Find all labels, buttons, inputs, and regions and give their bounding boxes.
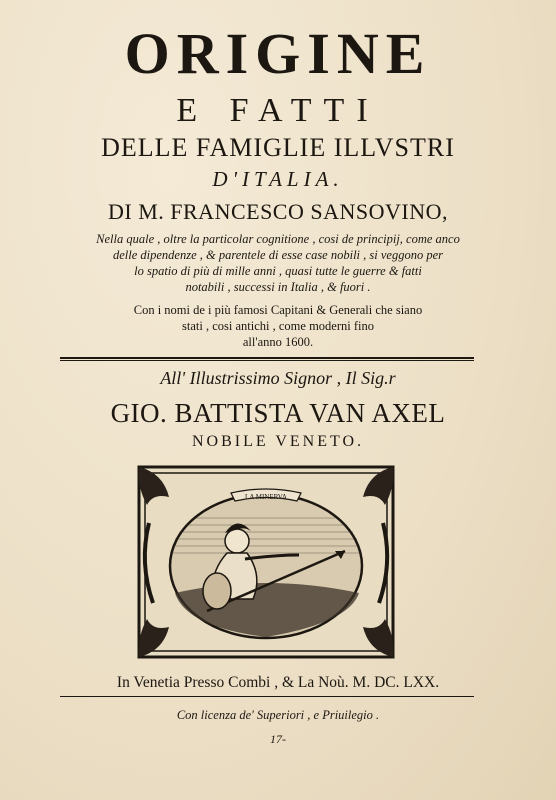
author-line: DI M. FRANCESCO SANSOVINO, bbox=[108, 199, 448, 224]
dedication-name: GIO. BATTISTA VAN AXEL bbox=[110, 398, 446, 428]
description-line-4: notabili , successi in Italia , & fuori . bbox=[185, 280, 371, 294]
title-line-famiglie: DELLE FAMIGLIE ILLVSTRI bbox=[101, 133, 455, 162]
divider-rule-bottom bbox=[60, 696, 474, 697]
title-line-origine: ORIGINE bbox=[124, 21, 432, 86]
emblem-motto: LA MINERVA bbox=[245, 493, 287, 501]
minerva-woodcut-icon bbox=[135, 463, 397, 661]
license-line: Con licenza de' Superiori , e Priuilegio . bbox=[176, 708, 380, 722]
subtitle-line-3: all'anno 1600. bbox=[242, 335, 314, 349]
description-line-3: lo spatio di più di mille anni , quasi tutte le guerre & fatti bbox=[134, 264, 422, 278]
title-line-italia: D'ITALIA. bbox=[212, 167, 344, 191]
divider-rule-top bbox=[60, 357, 474, 359]
subtitle-line-1: Con i nomi de i più famosi Capitani & Generali che siano bbox=[133, 303, 423, 317]
description-line-1: Nella quale , oltre la particolar cognitione , cosi de principij, come anco bbox=[96, 232, 460, 246]
dedication-line-1: All' Illustrissimo Signor , Il Sig.r bbox=[160, 368, 396, 388]
title-line-fatti: E FATTI bbox=[176, 92, 380, 129]
handwritten-note: 17- bbox=[270, 732, 286, 746]
dedication-title: NOBILE VENETO. bbox=[191, 433, 365, 450]
description-line-2: delle dipendenze , & parentele di esse case nobili , si veggono per bbox=[112, 248, 443, 262]
subtitle-line-2: stati , cosi antichi , come moderni fino bbox=[182, 319, 374, 333]
imprint-line: In Venetia Presso Combi , & La Noù. M. DC. LXX. bbox=[116, 674, 440, 691]
divider-rule-top-thin bbox=[60, 360, 474, 361]
